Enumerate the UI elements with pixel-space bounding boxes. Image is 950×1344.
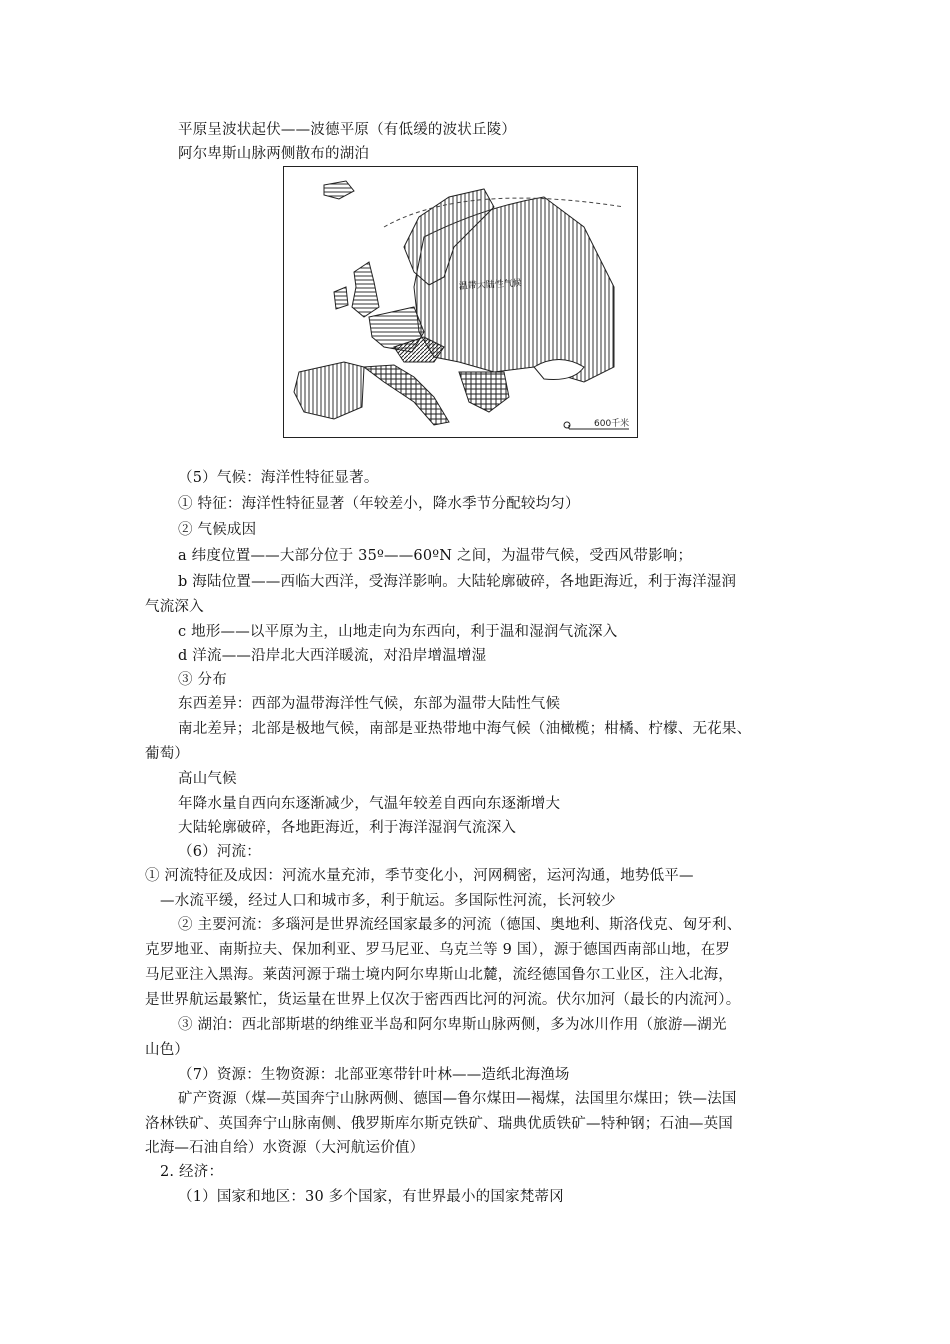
text-line: —水流平缓，经过人口和城市多，利于航运。多国际性河流，长河较少	[160, 893, 616, 909]
text-line: 马尼亚注入黑海。莱茵河源于瑞士境内阿尔卑斯山北麓，流经德国鲁尔工业区，注入北海，	[145, 967, 733, 983]
scale-bar	[564, 417, 629, 429]
text-line: b 海陆位置——西临大西洋，受海洋影响。大陆轮廓破碎，各地距海近，利于海洋湿润	[178, 574, 737, 590]
text-line: ③ 分布	[178, 672, 227, 688]
mediterranean-zone	[364, 365, 449, 425]
iberia	[294, 362, 364, 419]
map-svg	[284, 167, 636, 436]
text-line: 平原呈波状起伏——波德平原（有低缓的波状丘陵）	[178, 122, 517, 138]
text-line: 东西差异：西部为温带海洋性气候，东部为温带大陆性气候	[178, 696, 561, 712]
text-line: 2. 经济：	[160, 1164, 224, 1180]
text-line: d 洋流——沿岸北大西洋暖流，对沿岸增温增湿	[178, 648, 487, 664]
text-line: 北海—石油自给）水资源（大河航运价值）	[145, 1140, 425, 1156]
text-line: （1）国家和地区：30 多个国家，有世界最小的国家梵蒂冈	[178, 1189, 564, 1205]
text-line: （6）河流：	[178, 844, 261, 860]
text-line: 克罗地亚、南斯拉夫、保加利亚、罗马尼亚、乌克兰等 9 国），源于德国西南部山地，在罗	[145, 942, 731, 958]
text-line: a 纬度位置——大部分位于 35º——60ºN 之间，为温带气候，受西风带影响；	[178, 548, 693, 564]
text-line: 洛林铁矿、英国奔宁山脉南侧、俄罗斯库尔斯克铁矿、瑞典优质铁矿—特种钢；石油—英国	[145, 1116, 733, 1132]
scale-label: 600千米	[594, 419, 630, 429]
ireland	[334, 287, 348, 309]
british-isles	[352, 262, 379, 317]
text-line: 矿产资源（煤—英国奔宁山脉两侧、德国—鲁尔煤田—褐煤，法国里尔煤田；铁—法国	[178, 1091, 737, 1107]
text-line: 阿尔卑斯山脉两侧散布的湖泊	[178, 146, 370, 162]
text-line: 葡萄）	[145, 746, 190, 762]
text-line: 年降水量自西向东逐渐减少，气温年较差自西向东逐渐增大	[178, 796, 561, 812]
text-line: ② 气候成因	[178, 522, 257, 538]
text-line: ① 特征：海洋性特征显著（年较差小，降水季节分配较均匀）	[178, 496, 580, 512]
text-line: ② 主要河流：多瑙河是世界流经国家最多的河流（德国、奥地利、斯洛伐克、匈牙利、	[178, 917, 742, 933]
text-line: （7）资源：生物资源：北部亚寒带针叶林——造纸北海渔场	[178, 1067, 570, 1083]
text-line: 高山气候	[178, 771, 237, 787]
text-line: 气流深入	[145, 599, 204, 615]
text-line: c 地形——以平原为主，山地走向为东西向，利于温和湿润气流深入	[178, 624, 618, 640]
text-line: 山色）	[145, 1042, 190, 1058]
text-line: 是世界航运最繁忙，货运量在世界上仅次于密西西比河的河流。伏尔加河（最长的内流河）。	[145, 992, 741, 1008]
text-line: （5）气候：海洋性特征显著。	[178, 470, 379, 486]
europe-climate-map	[283, 166, 638, 438]
balkans	[459, 372, 509, 412]
text-line: ① 河流特征及成因：河流水量充沛，季节变化小，河网稠密，运河沟通，地势低平—	[145, 868, 694, 884]
text-line: ③ 湖泊：西北部斯堪的纳维亚半岛和阿尔卑斯山脉两侧，多为冰川作用（旅游—湖光	[178, 1017, 727, 1033]
iceland	[324, 181, 354, 199]
continental-label: 温带大陆性气候	[458, 278, 523, 292]
text-line: 大陆轮廓破碎，各地距海近，利于海洋湿润气流深入	[178, 820, 517, 836]
text-line: 南北差异；北部是极地气候，南部是亚热带地中海气候（油橄榄；柑橘、柠檬、无花果、	[178, 721, 752, 737]
